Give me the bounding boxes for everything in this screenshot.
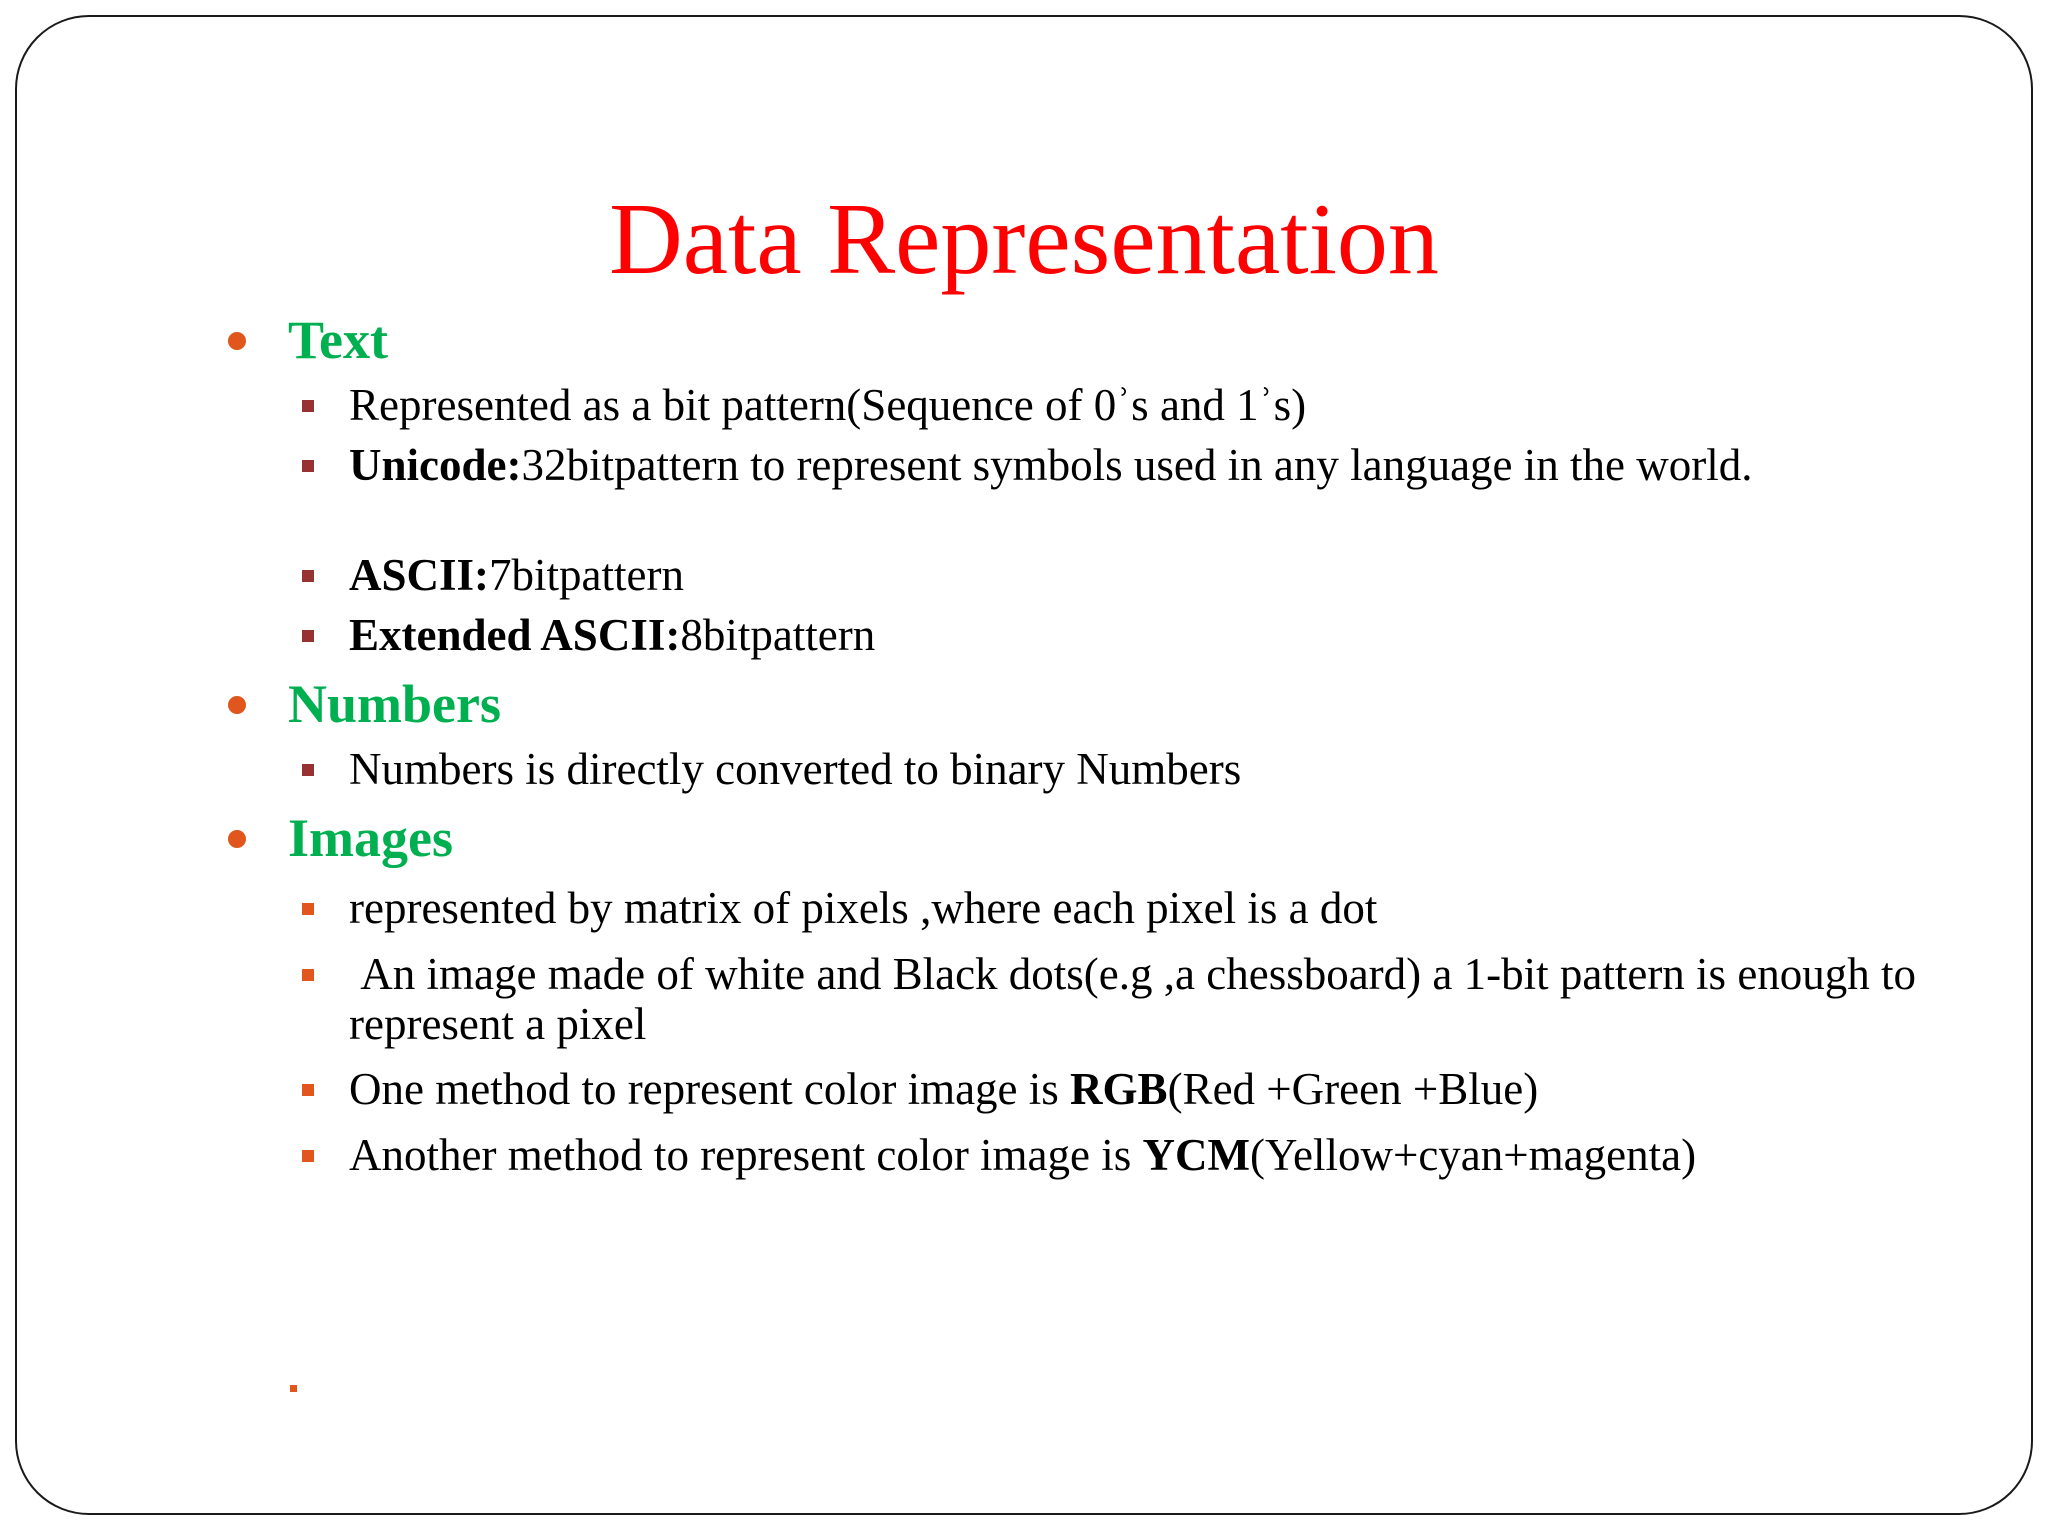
slide-title: Data Representation xyxy=(609,183,1439,296)
list-item xyxy=(349,550,1949,600)
list-item xyxy=(349,883,1949,933)
section-heading-numbers xyxy=(288,674,501,734)
list-item xyxy=(349,744,1949,794)
list-item-text: 32bitpattern to represent symbols used in any language in the world. xyxy=(521,440,1753,490)
square-bullet-icon xyxy=(302,400,314,412)
square-bullet-icon xyxy=(302,460,314,472)
square-bullet-icon xyxy=(302,1150,314,1162)
list-item-term: ASCII: xyxy=(349,550,490,600)
bullet-dot-icon xyxy=(228,332,246,350)
section-heading-label: Images xyxy=(288,808,453,868)
square-bullet-icon xyxy=(302,764,314,776)
section-heading-text xyxy=(288,310,388,370)
section-heading-images xyxy=(288,808,453,868)
square-bullet-icon xyxy=(302,969,314,981)
list-item-text: Represented as a bit pattern(Sequence of 0ʾs and 1ʾs) xyxy=(349,380,1307,430)
list-item xyxy=(349,610,1949,660)
square-bullet-icon xyxy=(302,570,314,582)
square-bullet-icon xyxy=(302,630,314,642)
section-heading-label: Numbers xyxy=(288,674,501,734)
list-item-term: YCM xyxy=(1142,1130,1250,1180)
section-heading-label: Text xyxy=(288,310,389,370)
list-item xyxy=(349,380,1949,430)
list-item-term: Unicode: xyxy=(349,440,522,490)
list-item xyxy=(349,949,1949,1049)
list-item-text: One method to represent color image is xyxy=(349,1064,1071,1114)
empty-bullet-icon xyxy=(290,1385,297,1392)
bullet-dot-icon xyxy=(228,696,246,714)
list-item-text: (Red +Green +Blue) xyxy=(1167,1064,1539,1114)
square-bullet-icon xyxy=(302,1084,314,1096)
list-item-text: 8bitpattern xyxy=(680,610,876,660)
list-item-text: Another method to represent color image is xyxy=(349,1130,1143,1180)
list-item-term: RGB xyxy=(1070,1064,1168,1114)
list-item-text: represented by matrix of pixels ,where each pixel is a dot xyxy=(349,883,1378,933)
list-item xyxy=(349,440,1949,490)
bullet-dot-icon xyxy=(228,830,246,848)
list-item-text: Numbers is directly converted to binary Numbers xyxy=(349,744,1242,794)
list-item xyxy=(349,1064,1949,1114)
list-item xyxy=(349,1130,1949,1180)
list-item-term: Extended ASCII: xyxy=(349,610,681,660)
list-item-text: An image made of white and Black dots(e.g ,a chessboard) a 1-bit pattern is enough to represent a pixel xyxy=(349,949,1928,1049)
list-item-text: (Yellow+cyan+magenta) xyxy=(1250,1130,1697,1180)
list-item-text: 7bitpattern xyxy=(489,550,684,600)
square-bullet-icon xyxy=(302,903,314,915)
